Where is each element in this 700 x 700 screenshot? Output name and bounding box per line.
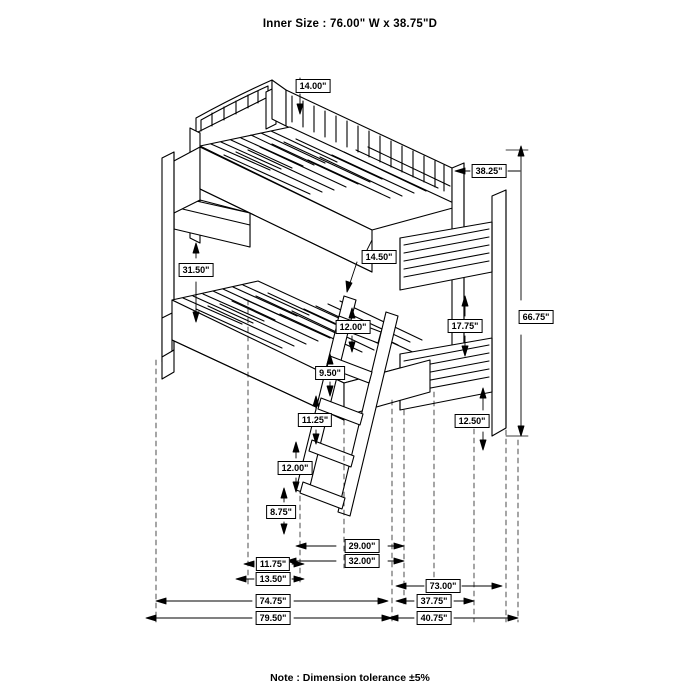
dim-label-right-span: 73.00" xyxy=(426,579,461,593)
dim-label-lower-panel-height: 17.75" xyxy=(448,319,483,333)
dim-label-overall-height: 66.75" xyxy=(519,310,554,324)
dim-label-bed-depth: 38.25" xyxy=(472,164,507,178)
page-title: Inner Size : 76.00" W x 38.75"D xyxy=(262,18,438,30)
dim-label-ladder-foot-span: 13.50" xyxy=(256,572,291,586)
dim-label-ladder-step-spacing-2: 9.50" xyxy=(315,366,345,380)
dim-label-ladder-rise-1: 11.25" xyxy=(298,413,332,427)
dim-label-ladder-step-spacing-1: 12.00" xyxy=(336,320,371,334)
dim-label-ladder-step-spacing-3: 12.00" xyxy=(278,461,313,475)
dim-label-ladder-bottom-step: 8.75" xyxy=(266,505,296,519)
dim-label-bed-length-outer: 79.50" xyxy=(256,611,291,625)
dim-label-ladder-depth-1: 29.00" xyxy=(345,539,380,553)
tolerance-note: Note : Dimension tolerance ±5% xyxy=(270,672,430,684)
dim-label-front-depth: 37.75" xyxy=(417,594,452,608)
dim-label-front-depth-outer: 40.75" xyxy=(417,611,452,625)
dim-label-ladder-depth-2: 32.00" xyxy=(345,554,380,568)
dim-label-top-rail-width: 14.00" xyxy=(296,79,331,93)
dim-label-mid-rail-height: 14.50" xyxy=(362,250,397,264)
dim-label-ladder-foot-offset: 11.75" xyxy=(256,557,290,571)
dim-label-lower-deck-height: 12.50" xyxy=(455,414,490,428)
dim-label-bed-length-inner: 74.75" xyxy=(256,594,291,608)
dim-label-upper-clearance: 31.50" xyxy=(179,263,214,277)
